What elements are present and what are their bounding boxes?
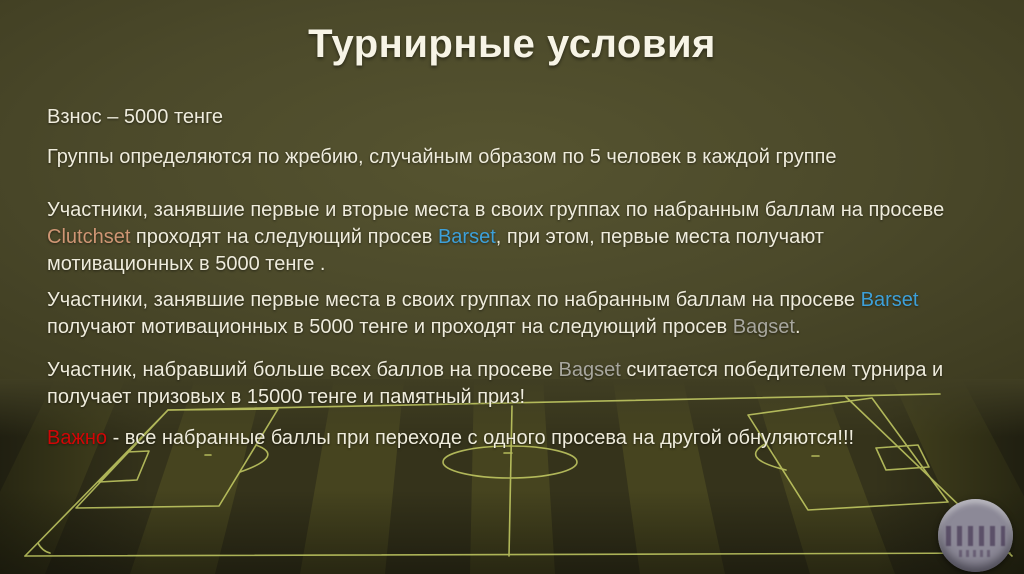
stage-bagset-label: Bagset bbox=[732, 316, 795, 338]
groups-text: Группы определяются по жребию, случайным образом по 5 человек в каждой группе bbox=[47, 146, 837, 168]
round2-line1: Участники, занявшие первые места в своих группах по набранным баллам на просеве bbox=[47, 289, 861, 311]
round1-line3: мотивационных в 5000 тенге . bbox=[47, 253, 326, 275]
round1-mid1: проходят на следующий просев bbox=[130, 226, 438, 248]
slide-body bbox=[47, 104, 997, 452]
stage-barset-label: Barset bbox=[437, 226, 496, 248]
club-logo-badge bbox=[938, 499, 1013, 572]
stage-bagset-label: Bagset bbox=[558, 359, 621, 381]
stage-clutchset-label: Clutchset bbox=[47, 226, 131, 248]
stage-barset-label: Barset bbox=[860, 289, 919, 311]
final-mid: считается победителем турнира и bbox=[620, 359, 944, 381]
paragraph-entry-fee bbox=[47, 104, 997, 131]
paragraph-groups bbox=[47, 144, 997, 171]
final-line2: получает призовых в 15000 тенге и памятный приз! bbox=[47, 386, 526, 408]
paragraph-round2 bbox=[47, 287, 997, 341]
round2-line2: получают мотивационных в 5000 тенге и проходят на следующий просев bbox=[47, 316, 733, 338]
paragraph-round1 bbox=[47, 197, 997, 278]
paragraph-final bbox=[47, 357, 997, 411]
round1-mid2: , при этом, первые места получают bbox=[495, 226, 824, 248]
entry-fee-text: Взнос – 5000 тенге bbox=[47, 106, 224, 128]
slide-title: Турнирные условия bbox=[308, 22, 716, 66]
important-label: Важно bbox=[47, 427, 108, 449]
round1-line1: Участники, занявшие первые и вторые места в своих группах по набранным баллам на просеве bbox=[47, 199, 945, 221]
important-text: - все набранные баллы при переходе с одного просева на другой обнуляются!!! bbox=[107, 427, 855, 449]
paragraph-important bbox=[47, 425, 997, 452]
final-line1: Участник, набравший больше всех баллов на просеве bbox=[47, 359, 559, 381]
round2-end: . bbox=[794, 316, 801, 338]
